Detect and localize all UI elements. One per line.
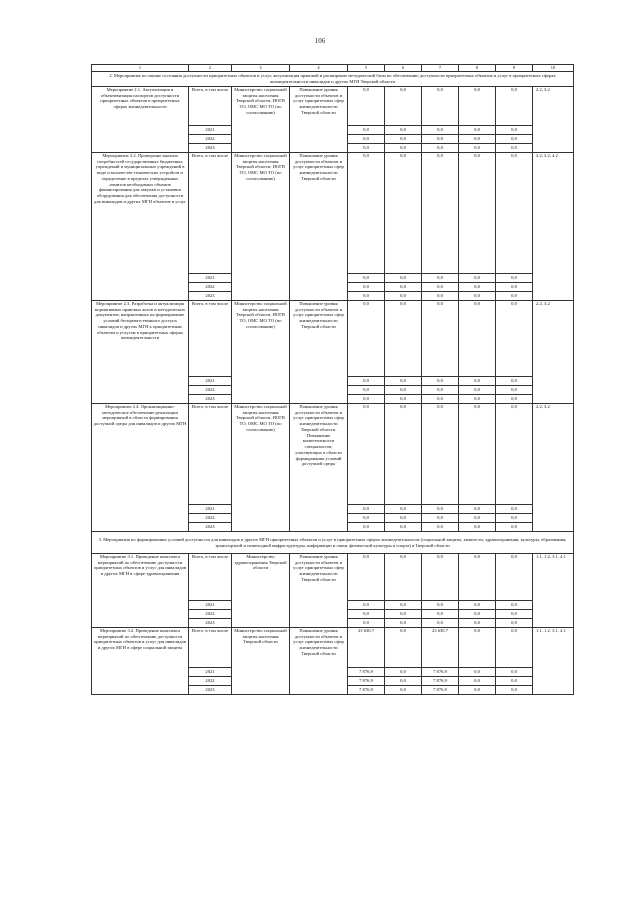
activity-row [92,554,574,601]
year-cell: 2021 [189,274,232,283]
year-value: 0,0 [348,610,385,619]
year-value: 0,0 [385,135,422,144]
year-value: 0,0 [385,283,422,292]
year-value: 0,0 [385,395,422,404]
total-value: 0,0 [496,153,533,274]
year-value: 0,0 [385,144,422,153]
year-value: 0,0 [422,514,459,523]
total-value: 0,0 [348,554,385,601]
total-value: 0,0 [459,628,496,668]
year-cell: 2023 [189,619,232,628]
total-value: 0,0 [385,301,422,377]
year-value: 0,0 [496,505,533,514]
executor: Министерство здравоохранения Тверской области [232,554,290,628]
year-value: 0,0 [348,619,385,628]
year-value: 0,0 [496,523,533,532]
expected-result: Повышение уровня доступности объектов и услуг приоритетных сфер жизнедеятельности Тверской области [290,554,348,628]
year-value: 0,0 [459,610,496,619]
expected-result: Повышение уровня доступности объектов и услуг приоритетных сфер жизнедеятельности Тверской области [290,301,348,404]
year-value: 7 876,9 [348,677,385,686]
year-value: 7 876,9 [422,677,459,686]
year-cell: 2021 [189,601,232,610]
page-number: 106 [314,37,326,45]
total-value: 0,0 [385,153,422,274]
year-value: 0,0 [459,274,496,283]
header-row [92,65,574,72]
year-value: 0,0 [348,283,385,292]
year-value: 0,0 [385,610,422,619]
column-number: 7 [422,65,459,72]
year-value: 0,0 [422,135,459,144]
year-value: 0,0 [385,126,422,135]
total-value: 0,0 [459,554,496,601]
year-value: 0,0 [496,126,533,135]
total-value: 0,0 [385,87,422,126]
activity-row [92,301,574,377]
year-value: 0,0 [459,668,496,677]
indicators: 2.2, 3.2 [533,301,574,404]
year-cell: 2021 [189,505,232,514]
year-cell: 2021 [189,668,232,677]
year-value: 7 876,9 [348,686,385,695]
year-cell: 2021 [189,126,232,135]
year-cell: 2022 [189,135,232,144]
column-number: 8 [459,65,496,72]
indicators: 2.2, 3.2 [533,404,574,532]
executor: Министерство социальной защиты населения Тверской области [232,628,290,695]
activity-name: Мероприятие 3.2. Проведение комплекса мероприятий по обеспечению доступности приоритетных объектов и услуг для инвалидов и других МГН в сфере социальной защиты [92,628,189,695]
year-value: 0,0 [348,292,385,301]
year-value: 0,0 [459,377,496,386]
year-value: 0,0 [496,292,533,301]
year-value: 7 876,9 [422,668,459,677]
year-value: 0,0 [496,135,533,144]
year-value: 0,0 [422,619,459,628]
year-value: 0,0 [348,386,385,395]
total-value: 0,0 [422,404,459,505]
year-value: 0,0 [459,523,496,532]
year-value: 0,0 [348,144,385,153]
year-value: 0,0 [422,283,459,292]
year-value: 0,0 [385,377,422,386]
year-value: 0,0 [385,523,422,532]
year-value: 0,0 [385,292,422,301]
year-value: 0,0 [496,514,533,523]
total-value: 0,0 [385,628,422,668]
year-cell: 2023 [189,686,232,695]
year-value: 0,0 [422,505,459,514]
total-value: 0,0 [459,404,496,505]
year-value: 0,0 [422,377,459,386]
year-value: 0,0 [459,283,496,292]
total-value: 0,0 [348,87,385,126]
year-value: 0,0 [385,619,422,628]
total-value: 0,0 [496,554,533,601]
expected-result: Повышение уровня доступности объектов и услуг приоритетных сфер жизнедеятельности Тверской области [290,628,348,695]
year-value: 0,0 [385,668,422,677]
year-value: 0,0 [459,505,496,514]
year-value: 0,0 [422,386,459,395]
total-label: Всего, в том числе [189,554,232,601]
section-2-heading-title: 2. Мероприятия по оценке состояния доступности приоритетных объектов и услуг, актуализация правовой и расширение методической базы по обеспечению доступности приоритетных объектов и услуг в приоритетных сферах жизнедеятельности инвалидов и других МГН Тверской области [92,72,574,87]
year-value: 0,0 [348,601,385,610]
year-cell: 2023 [189,395,232,404]
year-value: 0,0 [496,619,533,628]
year-value: 0,0 [459,677,496,686]
year-value: 0,0 [496,283,533,292]
year-value: 0,0 [385,677,422,686]
year-value: 0,0 [496,601,533,610]
program-table [91,64,574,695]
activity-row [92,87,574,126]
executor: Министерство социальной защиты населения Тверской области, ИОГВ ТО, ОМС МО ТО (по согласованию) [232,404,290,532]
indicators: 1.1, 1.2, 3.1, 4.1 [533,628,574,695]
year-value: 0,0 [385,686,422,695]
executor: Министерство социальной защиты населения Тверской области, ИОГВ ТО, ОМС МО ТО (по согласованию) [232,153,290,301]
total-label: Всего, в том числе [189,301,232,377]
column-number: 4 [290,65,348,72]
activity-row [92,404,574,505]
executor: Министерство социальной защиты населения Тверской области, ИОГВ ТО, ОМС МО ТО (по согласованию) [232,301,290,404]
total-value: 0,0 [496,301,533,377]
year-value: 0,0 [348,377,385,386]
section-3-heading-title: 3. Мероприятия по формированию условий доступности для инвалидов и других МГН приоритетных объектов и услуг в приоритетных сферах жизнедеятельности (социальной защиты, занятости, здравоохранения, культуры, образования, транспортной и пешеходной инфраструктуры, информации и связи, физической культуры и спорта) в Тверской области [92,532,574,554]
year-cell: 2022 [189,386,232,395]
year-value: 0,0 [385,514,422,523]
total-value: 0,0 [422,153,459,274]
year-cell: 2023 [189,523,232,532]
column-number: 1 [92,65,189,72]
year-value: 0,0 [459,135,496,144]
total-value: 0,0 [385,404,422,505]
year-value: 0,0 [496,395,533,404]
activity-name: Мероприятие 3.1. Проведение комплекса мероприятий по обеспечению доступности приоритетных объектов и услуг для инвалидов и других МГН в сфере здравоохранения [92,554,189,628]
indicators: 2.2, 3.2 [533,87,574,153]
total-value: 0,0 [348,404,385,505]
total-value: 0,0 [422,301,459,377]
year-value: 0,0 [348,523,385,532]
total-value: 0,0 [459,153,496,274]
executor: Министерство социальной защиты населения Тверской области, ИОГВ ТО, ОМС МО ТО (по согласованию) [232,87,290,153]
total-value: 0,0 [459,301,496,377]
total-value: 0,0 [348,153,385,274]
year-cell: 2022 [189,677,232,686]
total-label: Всего, в том числе [189,404,232,505]
total-value: 0,0 [459,87,496,126]
year-value: 0,0 [459,686,496,695]
total-value: 0,0 [496,87,533,126]
expected-result: Повышение уровня доступности объектов и услуг приоритетных сфер жизнедеятельности Тверской области [290,153,348,301]
year-value: 0,0 [348,395,385,404]
year-value: 0,0 [348,126,385,135]
year-value: 0,0 [459,395,496,404]
year-value: 0,0 [422,395,459,404]
table-body [92,65,574,695]
total-value: 0,0 [496,404,533,505]
year-value: 0,0 [496,386,533,395]
year-value: 0,0 [459,292,496,301]
total-value: 0,0 [385,554,422,601]
year-value: 0,0 [348,505,385,514]
year-value: 0,0 [385,601,422,610]
section-3-heading [92,532,574,554]
year-value: 0,0 [459,514,496,523]
indicators: 2.2, 3.2, 4.2 [533,153,574,301]
year-value: 0,0 [422,144,459,153]
year-value: 0,0 [496,677,533,686]
year-value: 0,0 [496,377,533,386]
column-number: 6 [385,65,422,72]
year-value: 0,0 [385,505,422,514]
year-value: 0,0 [385,386,422,395]
year-value: 0,0 [496,144,533,153]
year-value: 0,0 [496,274,533,283]
total-label: Всего, в том числе [189,87,232,126]
year-value: 0,0 [385,274,422,283]
year-value: 0,0 [422,610,459,619]
activity-row [92,153,574,274]
year-value: 0,0 [422,523,459,532]
year-value: 7 876,9 [422,686,459,695]
year-cell: 2023 [189,292,232,301]
column-number: 5 [348,65,385,72]
activity-name: Мероприятие 2.2. Проведение анализа потребностей государственных бюджетных учреждений и муниципальных учреждений в виде и количестве технических устройств и определение в пределах утвержденных лимитов необходимых объемов финансирования для закупки и установки оборудования для обеспечения доступности для инвалидов и других МГН объектов и услуг [92,153,189,301]
activity-row [92,628,574,668]
year-value: 0,0 [459,126,496,135]
indicators: 1.1, 1.2, 3.1, 4.1 [533,554,574,628]
year-cell: 2023 [189,144,232,153]
activity-name: Мероприятие 2.3. Разработка и актуализация нормативных правовых актов и методических документов, направленных на формирование условий беспрепятственного доступа инвалидов и других МГН к приоритетным объектам и услугам в приоритетных сферах жизнедеятельности [92,301,189,404]
column-number: 9 [496,65,533,72]
year-value: 0,0 [422,601,459,610]
column-number: 3 [232,65,290,72]
total-value: 23 630,7 [422,628,459,668]
year-value: 0,0 [459,619,496,628]
column-number: 2 [189,65,232,72]
expected-result: Повышение уровня доступности объектов и услуг приоритетных сфер жизнедеятельности Тверской области. Повышение компетентности специалистов, участвующих в области формирования условий доступной среды [290,404,348,532]
year-value: 0,0 [348,274,385,283]
total-value: 0,0 [496,628,533,668]
year-value: 0,0 [422,292,459,301]
activity-name: Мероприятие 2.4. Организационно-методическое обеспечение реализации мероприятий в области формирования доступной среды для инвалидов и других МГН [92,404,189,532]
total-value: 0,0 [422,87,459,126]
year-value: 0,0 [459,144,496,153]
year-value: 0,0 [496,668,533,677]
total-value: 0,0 [422,554,459,601]
year-cell: 2022 [189,514,232,523]
year-value: 0,0 [348,514,385,523]
year-value: 0,0 [459,601,496,610]
year-value: 0,0 [348,135,385,144]
year-value: 0,0 [496,686,533,695]
year-cell: 2022 [189,283,232,292]
total-value: 0,0 [348,301,385,377]
total-label: Всего, в том числе [189,153,232,274]
year-value: 0,0 [496,610,533,619]
total-label: Всего, в том числе [189,628,232,668]
year-value: 7 876,9 [348,668,385,677]
expected-result: Повышение уровня доступности объектов и услуг приоритетных сфер жизнедеятельности Тверской области [290,87,348,153]
total-value: 23 630,7 [348,628,385,668]
column-number: 10 [533,65,574,72]
year-value: 0,0 [459,386,496,395]
year-value: 0,0 [422,274,459,283]
section-2-heading [92,72,574,87]
year-value: 0,0 [422,126,459,135]
year-cell: 2022 [189,610,232,619]
activity-name: Мероприятие 2.1. Актуализация и объективизация паспортов доступности приоритетных объектов в приоритетных сферах жизнедеятельности [92,87,189,153]
year-cell: 2021 [189,377,232,386]
